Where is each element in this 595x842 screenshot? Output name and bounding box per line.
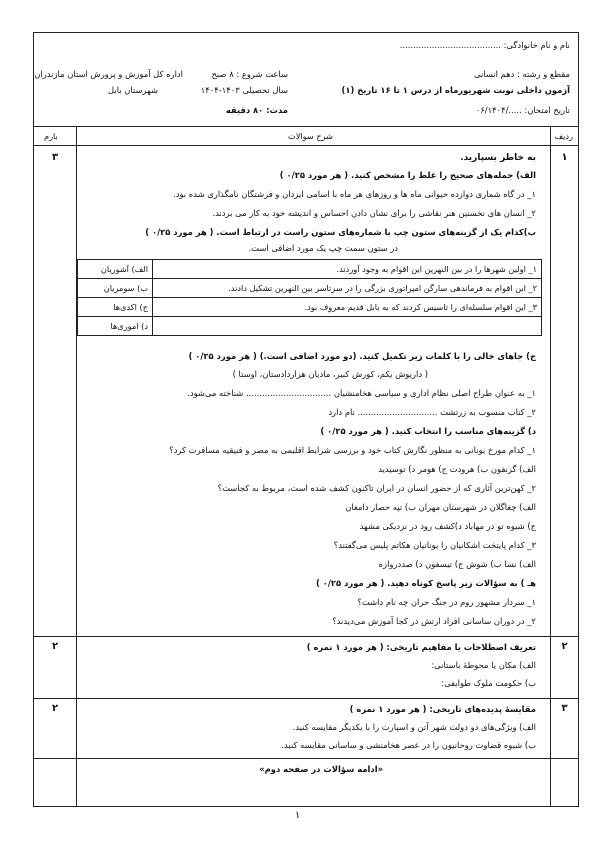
student-name-field: نام و نام خانوادگی: ...................................... [399, 40, 570, 50]
q1a-item-1: ۱_ در گاه شماری دوازده حیوانی ماه ها و روزهای هر ماه با اسامی ایزدان و فرشتگان نامگذاری شده بود. [173, 189, 536, 199]
q1d-item-1: ۱_ کدام مورخ یونانی به منظور نگارش کتاب خود و بررسی شرایط اقلیمی به مصر و فنیقیه مسافرت کرد؟ [169, 445, 536, 455]
q1a-title: الف) جمله‌های صحیح را غلط را مشخص کنید. ( هر مورد ۰/۲۵ ) [279, 170, 536, 180]
question-score: ۲ [51, 703, 59, 714]
q1d-item-2-options-a: الف) چغاگلان در شهرستان مهران ب) تپه حصار دامغان [345, 502, 536, 512]
continue-note: «ادامه سؤالات در صفحه دوم» [259, 764, 383, 774]
continue-divider [34, 758, 578, 759]
q1d-item-2-options-b: ج) شیوه تو در مهاباد د)کشف رود در نزدیکی مشهد [359, 521, 536, 531]
start-time: ساعت شروع : ۸ صبح [211, 69, 288, 79]
match-left-cell: الف) آشوریان [78, 260, 153, 279]
match-left-cell: ج) اکدی‌ها [78, 298, 153, 317]
grade-label: مقطع و رشته : دهم انسانی [473, 69, 570, 79]
q1a-item-2: ۲_ انسان های نخستین هنر نقاشی را برای نشان دادن احساس و اندیشه خود به کار می بردند. [212, 208, 536, 218]
q1e-item-2: ۲_ در دوران ساسانی افراد ارتش در کجا آموزش می‌دیدند؟ [332, 616, 536, 626]
score-divider [76, 127, 77, 806]
q1c-word-bank: ( داریوش یکم، کورش کبیر، مادیان هزاردادستان، اوستا ) [232, 369, 428, 379]
exam-sheet [33, 32, 579, 807]
table-row [78, 317, 542, 336]
school-year: سال تحصیلی ۱۴۰۳-۱۴۰۴ [200, 85, 288, 95]
q1b-title: ب)کدام یک از گزینه‌های ستون چپ با شماره‌های ستون راست در ارتباط است. ( هر مورد ۰/۲۵ ) [145, 227, 536, 237]
q3-item-a: الف) ویژگی‌های دو دولت شهر آتن و اسپارت را با یکدیگر مقایسه کنید. [292, 722, 536, 732]
match-right-cell: ۳_ این اقوام سلسله‌ای را تاسیس کردند که به بابل قدیم معروف بود. [153, 298, 542, 317]
q2-item-a: الف) مکان یا محوطهٔ باستانی: [431, 660, 536, 670]
match-right-cell: ۱_ اولین شهرها را در بین النهرین این اقوام به وجود آوردند. [153, 260, 542, 279]
table-row [78, 298, 542, 317]
exam-title: آزمون داخلی نوبت شهریورماه از درس ۱ تا ۱۶ تاریخ (۱) [341, 85, 570, 95]
q1e-item-1: ۱_ سردار مشهور روم در جنگ حران چه نام داشت؟ [357, 597, 536, 607]
question-3-divider [34, 698, 578, 699]
q1d-item-1-options: الف) گزنفون ب) هرودت ج) هومر د) توسیدید [378, 464, 536, 474]
col-score: بارم [44, 131, 58, 141]
match-left-cell: ب) سومریان [78, 279, 153, 298]
match-right-cell [153, 317, 542, 336]
question-2-divider [34, 636, 578, 637]
q3-item-b: ب) شیوه قضاوت روحانیون را در عصر هخامنشی و ساسانی مقایسه کنید. [281, 740, 536, 750]
col-row: ردیف [554, 131, 573, 141]
table-row [78, 260, 542, 279]
org-name: اداره کل آموزش و پرورش استان مازندران [34, 69, 183, 79]
q1b-note: در ستون سمت چپ یک مورد اضافی است. [248, 243, 398, 253]
question-number: ۲ [561, 641, 568, 652]
city-name: شهرستان بابل [108, 85, 158, 95]
matching-table [77, 259, 542, 336]
question-number: ۱ [561, 152, 568, 163]
q1c-title: ج) جاهای خالی را با کلمات زیر تکمیل کنید. (دو مورد اضافی است.) ( هر مورد ۰/۲۵ ) [188, 351, 536, 361]
q2-title: تعریف اصطلاحات یا مفاهیم تاریخی: ( هر مورد ۱ نمره ) [306, 642, 536, 652]
q2-item-b: ب) حکومت ملوک طوایفی: [441, 678, 536, 688]
table-row [78, 279, 542, 298]
page-number: ۱ [294, 810, 301, 821]
q3-title: مقایسهٔ پدیده‌های تاریخی: ( هر مورد ۱ نمره ) [349, 704, 536, 714]
exam-header [34, 33, 578, 127]
q1c-item-1: ۱_ به عنوان طراح اصلی نظام اداری و سیاسی هخامنشیان ................................ شناخته می‌شود. [187, 388, 536, 398]
match-left-cell: د) اموری‌ها [78, 317, 153, 336]
column-headers [34, 127, 578, 146]
q1d-item-2: ۲_ کهن‌ترین آثاری که از حضور انسان در ایران تاکنون کشف شده است، مربوط به کجاست؟ [217, 483, 536, 493]
q1d-item-3: ۳_ کدام پایتخت اشکانیان را یونانیان هکاتم پلیس می‌گفتند؟ [333, 540, 536, 550]
col-questions: شرح سوالات [287, 131, 333, 141]
exam-date: تاریخ امتحان: ...../۰۶/۱۴۰۴ [475, 105, 570, 115]
row-divider [550, 127, 551, 806]
exam-duration: مدت: ۸۰ دقیقه [225, 105, 288, 115]
question-score: ۲ [51, 641, 59, 652]
question-score: ۳ [51, 152, 59, 163]
q1c-item-2: ۲_ کتاب منسوب به زرتشت .............................. نام دارد [328, 407, 536, 417]
q1d-item-3-options: الف) نسا ب) شوش ج) تیسفون د) صددروازه [378, 559, 536, 569]
q1-title: به خاطر بسپارید. [460, 153, 536, 163]
question-number: ۳ [561, 703, 568, 714]
q1e-title: هـ ) به سؤالات زیر پاسخ کوتاه دهید. ( هر مورد ۰/۲۵ ) [316, 578, 536, 588]
q1d-title: د) گزینه‌های مناسب را انتخاب کنید. ( هر مورد ۰/۲۵ ) [320, 426, 536, 436]
match-right-cell: ۲_ این اقوام به فرماندهی سارگن امپراتوری بزرگی را در سرتاسر بین النهرین تشکیل دادند. [153, 279, 542, 298]
